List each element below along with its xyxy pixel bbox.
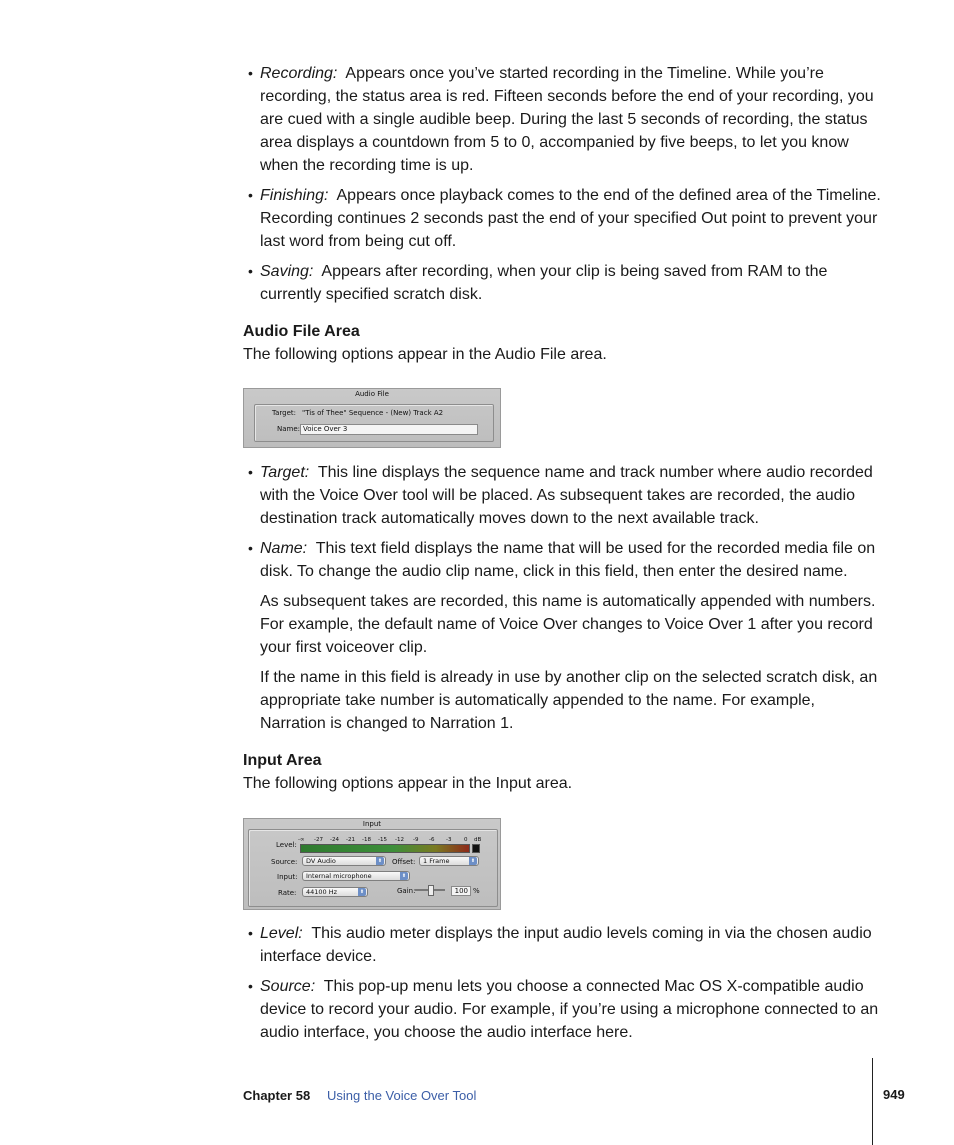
tick-label: -24 bbox=[330, 837, 339, 843]
level-label: Level: bbox=[276, 841, 297, 849]
section-heading: Audio File Area bbox=[243, 323, 360, 340]
section-heading: Input Area bbox=[243, 752, 322, 769]
paragraph: If the name in this field is already in use by another clip on the selected scratch disk, an appropriate take number is automatically appended to the name. For example, Narration is changed to Narration 1. bbox=[260, 669, 878, 732]
target-value: "Tis of Thee" Sequence - (New) Track A2 bbox=[302, 409, 444, 417]
target-label: Target: bbox=[272, 409, 297, 417]
bullet-term: Finishing: bbox=[260, 187, 329, 204]
chapter-title: Using the Voice Over Tool bbox=[327, 1088, 477, 1103]
offset-value: 1 Frame bbox=[423, 857, 450, 865]
tick-label: -21 bbox=[346, 837, 355, 843]
bullet-text: This pop-up menu lets you choose a connected Mac OS X-compatible audio device to record your audio. For example, if you’re using a microphone connected to an audio interface, you choose the audio interface here. bbox=[260, 978, 879, 1041]
bullet-text: This audio meter displays the input audio levels coming in via the chosen audio interface device. bbox=[260, 925, 872, 965]
section-intro: The following options appear in the Audio File area. bbox=[243, 346, 607, 363]
page-number: 949 bbox=[883, 1087, 905, 1102]
tick-label: -∞ bbox=[298, 837, 305, 843]
offset-popup[interactable] bbox=[419, 856, 479, 866]
list-item: • Name: This text field displays the name that will be used for the recorded media file on disk. To change the audio clip name, click in this field, then enter the desired name. bbox=[248, 540, 876, 580]
gain-unit: % bbox=[473, 887, 480, 895]
top-bullet-list bbox=[243, 62, 883, 306]
tick-label: -6 bbox=[429, 837, 435, 843]
tick-label: -15 bbox=[378, 837, 387, 843]
rate-label: Rate: bbox=[278, 889, 297, 897]
bullet-term: Source: bbox=[260, 978, 316, 995]
input-popup[interactable] bbox=[302, 871, 410, 881]
footer-divider bbox=[872, 1058, 873, 1145]
input-panel bbox=[243, 818, 501, 910]
bullet-term: Recording: bbox=[260, 65, 338, 82]
offset-label: Offset: bbox=[392, 858, 416, 866]
gain-label: Gain: bbox=[397, 887, 416, 895]
name-field[interactable]: Voice Over 3 bbox=[300, 424, 478, 435]
popup-arrows-icon: ⬍ bbox=[377, 858, 383, 864]
clip-indicator bbox=[472, 844, 480, 853]
bullet-term: Saving: bbox=[260, 263, 314, 280]
source-label: Source: bbox=[271, 858, 298, 866]
section-intro: The following options appear in the Input area. bbox=[243, 775, 573, 792]
input-label: Input: bbox=[277, 873, 298, 881]
list-item: • Finishing: Appears once playback comes to the end of the defined area of the Timeline. Recording continues 2 seconds past the end of your specified Out point to prevent your last word from being cut off. bbox=[248, 187, 881, 250]
input-section bbox=[243, 749, 883, 795]
popup-arrows-icon: ⬍ bbox=[401, 873, 407, 879]
list-item: • Recording: Appears once you’ve started recording in the Timeline. While you’re recording, the status area is red. Fifteen seconds before the end of your recording, you are cued with a single audible beep. During the last 5 seconds of recording, the status area displays a countdown from 5 to 0, accompanied by five beeps, to let you know when the recording time is up. bbox=[248, 65, 874, 174]
tick-label: -9 bbox=[413, 837, 419, 843]
tick-label: 0 bbox=[464, 837, 468, 843]
popup-arrows-icon: ⬍ bbox=[359, 889, 365, 895]
input-bullets bbox=[243, 922, 883, 1044]
audio-file-bullets bbox=[243, 461, 883, 735]
tick-label: dB bbox=[474, 837, 482, 843]
list-item: • Source: This pop-up menu lets you choose a connected Mac OS X-compatible audio device to record your audio. For example, if you’re using a microphone connected to an audio interface, you choose the audio interface here. bbox=[248, 978, 879, 1041]
popup-arrows-icon: ⬍ bbox=[470, 858, 476, 864]
input-value: Internal microphone bbox=[306, 872, 372, 880]
name-label: Name: bbox=[277, 425, 301, 433]
bullet-term: Target: bbox=[260, 464, 310, 481]
gain-slider-thumb[interactable] bbox=[428, 885, 434, 896]
list-item: • Saving: Appears after recording, when your clip is being saved from RAM to the currently specified scratch disk. bbox=[248, 263, 828, 303]
bullet-term: Name: bbox=[260, 540, 308, 557]
audio-file-section bbox=[243, 320, 883, 366]
tick-label: -12 bbox=[395, 837, 404, 843]
gain-field[interactable]: 100 bbox=[451, 886, 471, 896]
tick-label: -27 bbox=[314, 837, 323, 843]
tick-label: -3 bbox=[446, 837, 452, 843]
rate-popup[interactable] bbox=[302, 887, 368, 897]
source-popup[interactable] bbox=[302, 856, 386, 866]
bullet-term: Level: bbox=[260, 925, 303, 942]
audio-file-panel bbox=[243, 388, 501, 448]
list-item: • Target: This line displays the sequence name and track number where audio recorded with the Voice Over tool will be placed. As subsequent takes are recorded, the audio destination track automatically moves down to the next available track. bbox=[248, 464, 873, 527]
tick-label: -18 bbox=[362, 837, 371, 843]
bullet-text: Appears once playback comes to the end of the defined area of the Timeline. Recording continues 2 seconds past the end of your specified Out point to prevent your last word from being cut off. bbox=[260, 187, 881, 250]
bullet-text: Appears after recording, when your clip is being saved from RAM to the currently specified scratch disk. bbox=[260, 263, 828, 303]
bullet-text: This text field displays the name that will be used for the recorded media file on disk. To change the audio clip name, click in this field, then enter the desired name. bbox=[260, 540, 876, 580]
rate-value: 44100 Hz bbox=[306, 888, 338, 896]
list-item: • Level: This audio meter displays the input audio levels coming in via the chosen audio interface device. bbox=[248, 925, 872, 965]
chapter-label: Chapter 58 bbox=[243, 1088, 311, 1103]
source-value: DV Audio bbox=[306, 857, 336, 865]
paragraph: As subsequent takes are recorded, this name is automatically appended with numbers. For example, the default name of Voice Over changes to Voice Over 1 after you record your first voiceover clip. bbox=[260, 593, 876, 656]
panel-title: Input bbox=[362, 820, 382, 828]
panel-title: Audio File bbox=[355, 390, 389, 398]
bullet-text: Appears once you’ve started recording in the Timeline. While you’re recording, the status area is red. Fifteen seconds before the end of your recording, you are cued with a single audible beep. During the last 5 seconds of recording, the status area displays a countdown from 5 to 0, accompanied by five beeps, to let you know when the recording time is up. bbox=[260, 65, 874, 174]
level-meter bbox=[300, 844, 470, 853]
bullet-text: This line displays the sequence name and track number where audio recorded with the Voice Over tool will be placed. As subsequent takes are recorded, the audio destination track automatically moves down to the next available track. bbox=[260, 464, 873, 527]
